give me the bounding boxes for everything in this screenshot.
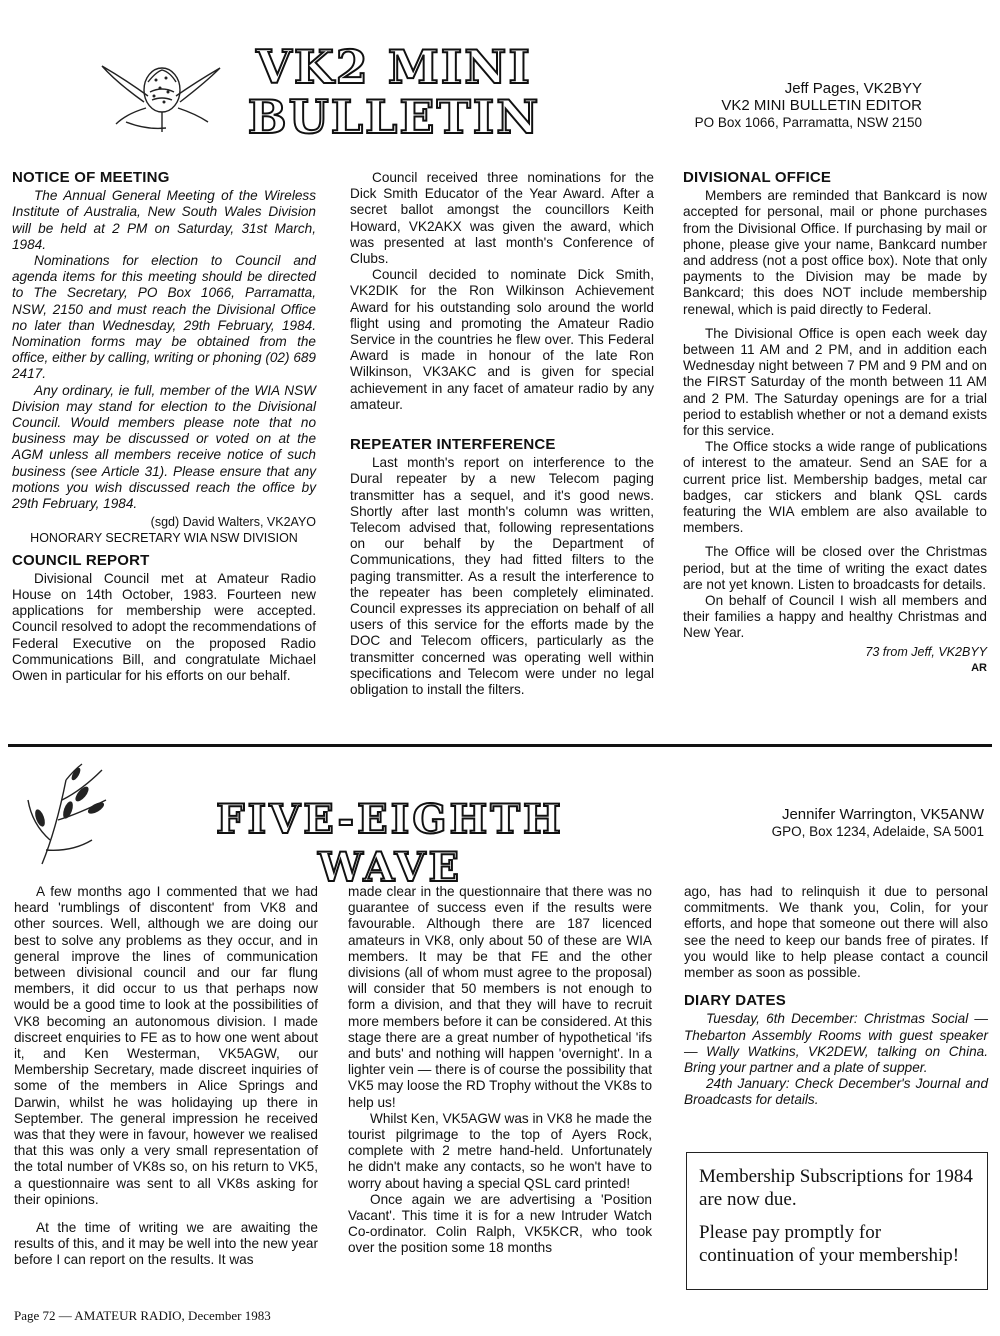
office-paragraph: The Office stocks a wide range of publications of interest to the amateur. Send an SAE for a current price list. Membership badges, metal car badges, car stickers and blank QSL cards featuring the WIA emblem are also available to members. xyxy=(683,439,987,536)
five-column-1 xyxy=(14,884,318,1269)
vk2-title-line1: VK2 MINI xyxy=(256,40,532,94)
vk2-column-3 xyxy=(683,170,987,676)
office-heading: DIVISIONAL OFFICE xyxy=(683,169,832,186)
five-editor-address: GPO, Box 1234, Adelaide, SA 5001 xyxy=(771,824,984,839)
notice-heading: NOTICE OF MEETING xyxy=(12,169,170,186)
five-paragraph: Whilst Ken, VK5AGW was in VK8 he made the tourist pilgrimage to the top of Ayers Rock, complete with 2 metre hand-held. Unfortunately he didn't make any contacts, so he won't have to worry about having a special QSL card printed! xyxy=(348,1110,652,1191)
vk2-editor-address: PO Box 1066, Parramatta, NSW 2150 xyxy=(694,115,922,130)
five-paragraph: made clear in the questionnaire that there was no guarantee of success even if the results were favourable. Although there are 187 licenced amateurs in VK8, only about 50 of these are WIA members. It may be that FE and the other divisions (all of whom must agree to the proposal) will consider that 50 members is not enough to form a division, and that they will have to recruit more members before it can be considered. At this stage there are a great number of hypothetical 'ifs and buts' and nothing will happen 'overnight'. In a lighter vein — there is of course the possibility that VK5 may loose the RD Trophy without the VK8s to help us! xyxy=(348,884,652,1110)
diary-entry: Tuesday, 6th December: Christmas Social — Thebarton Assembly Rooms with guest speaker — Wally Watkins, VK2DEW, talking on China. Bring your partner and a plate of supper. xyxy=(684,1011,988,1076)
vk2-title-line2: BULLETIN xyxy=(247,90,541,144)
office-paragraph: On behalf of Council I wish all members and their families a happy and healthy Christmas and New Year. xyxy=(683,593,987,641)
notice-signature-title: HONORARY SECRETARY WIA NSW DIVISION xyxy=(30,531,298,546)
vk2-editor-role: VK2 MINI BULLETIN EDITOR xyxy=(721,97,922,114)
five-column-2 xyxy=(348,884,652,1257)
office-paragraph: Members are reminded that Bankcard is now accepted for personal, mail or phone purchases from the Divisional Office. If purchasing by mail or phone, please give your name, Bankcard number and address (not a post office box). Note that only payments to the Division may be made by Bankcard; this does NOT include membership renewal, which is paid directly to Federal. xyxy=(683,188,987,317)
notice-paragraph: Any ordinary, ie full, member of the WIA NSW Division may stand for election to the Divisional Council. Would members please note that no business may be discussed or voted on at the AGM unless all members receive notice of such business (see Article 31). Please ensure that any motions you wish discussed reach the office by 29th February, 1984. xyxy=(12,382,316,512)
five-paragraph: At the time of writing we are awaiting the results of this, and it may be well into the new year before I can report on the results. It was xyxy=(14,1220,318,1268)
diary-heading: DIARY DATES xyxy=(684,992,786,1010)
membership-line-2: Please pay promptly for continuation of your membership! xyxy=(699,1222,960,1266)
five-eighth-title: FIVE-EIGHTH WAVE xyxy=(216,796,564,891)
section-divider xyxy=(8,744,992,747)
vk2-byline xyxy=(600,80,922,131)
five-paragraph: ago, has had to relinquish it due to personal commitments. We thank you, Colin, for your efforts, and hope that someone out there will also see the need to keep our bands free of pirates. If you would like to help please contact a council member as soon as possible. xyxy=(684,884,988,981)
repeater-heading: REPEATER INTERFERENCE xyxy=(350,436,556,454)
vk2-column-1 xyxy=(12,170,316,684)
council-paragraph: Divisional Council met at Amateur Radio House on 14th October, 1983. Fourteen new applications for membership were accepted. Council resolved to adopt the recommendations of Federal Executive on the proposed Radio Communications Bill, and congratulate Michael Owen in particular for his efforts on our behalf. xyxy=(12,570,316,684)
membership-notice-box xyxy=(686,1152,988,1290)
vk2-column-2 xyxy=(350,170,654,698)
diary-entry: 24th January: Check December's Journal and Broadcasts for details. xyxy=(684,1076,988,1108)
office-paragraph: The Divisional Office is open each week day between 11 AM and 2 PM, and in addition each Wednesday night between 7 PM and 9 PM and on the FIRST Saturday of the month between 11 AM and 2 PM. The Saturday openings are for a trial period to establish whether or not a demand exists for this service. xyxy=(683,325,987,439)
notice-paragraph: The Annual General Meeting of the Wireless Institute of Australia, New South Wales Division will be held at 2 PM on Saturday, 31st March, 1984. xyxy=(12,188,316,252)
repeater-paragraph: Last month's report on interference to the Dural repeater by a new Telecom paging transmitter has a sequel, and it's good news. Shortly after last month's column was written, Telecom advised that, following representations on our behalf by the Department of Communications, they had fitted filters to the paging transmitter. As a result the interference to the repeater has been completely eliminated. Council expresses its appreciation on behalf of all users of this service for the efforts made by the DOC and Telecom officers, particularly as the transmitter concerned was operating well within specifications and Telecom were under no legal obligation to install the filters. xyxy=(350,455,654,698)
vk2-editor-name: Jeff Pages, VK2BYY xyxy=(784,80,922,97)
five-editor-name: Jennifer Warrington, VK5ANW xyxy=(781,806,984,823)
col2-paragraph: Council received three nominations for the Dick Smith Educator of the Year Award. After a secret ballot amongst the councillors Keith Howard, VK2AKX was given the award, which was presented at last month's Conference of Clubs. xyxy=(350,170,654,267)
five-column-3 xyxy=(684,884,988,1109)
five-byline xyxy=(640,806,984,840)
five-paragraph: Once again we are advertising a 'Position Vacant'. This time it is for a new Intruder Watch Co-ordinator. Colin Ralph, VK5KCR, who took over the position some 18 months xyxy=(348,1191,652,1256)
kangaroo-paw-illustration xyxy=(22,760,122,870)
col2-paragraph: Council decided to nominate Dick Smith, VK2DIK for the Ron Wilkinson Achievement Award for his outstanding solo around the world flight using and promoting the Amateur Radio Service in the countries he flew over. This Federal Award is made in honour of the late Ron Wilkinson, VK3AKC and is given for special achievement in any facet of amateur radio by any amateur. xyxy=(350,267,654,412)
office-signoff: 73 from Jeff, VK2BYY xyxy=(865,644,987,659)
end-mark: AR xyxy=(971,661,987,674)
five-paragraph: A few months ago I commented that we had heard 'rumblings of discontent' from VK8 and other sources. Well, although we are doing our best to solve any problems as they occur, and in general improve the lines of communication between divisional council and our far flung members, it did occur to us that perhaps now would be a good time to look at the possibilities of VK8 becoming an autonomous division. I made discreet enquiries to FE as to how one went about it, and Ken Westerman, VK5AGW, our Membership Secretary, made discreet inquiries of some of the members in Alice Springs and Darwin, whilst he was holidaying up there in September. The general impression he received was that they were in favour, however we realised that this was only a very small representation of the total number of VK8s so, on his return to VK5, a questionnaire was sent to all VK8s asking for their opinions. xyxy=(14,884,318,1207)
council-heading: COUNCIL REPORT xyxy=(12,551,150,569)
waratah-flower-illustration xyxy=(96,52,226,137)
office-paragraph: The Office will be closed over the Christmas period, but at the time of writing the exact dates are not yet known. Listen to broadcasts for details. xyxy=(683,544,987,592)
notice-paragraph: Nominations for election to Council and agenda items for this meeting should be directed to The Secretary, PO Box 1066, Parramatta, NSW, 2150 and must reach the Divisional Office no later than Wednesday, 29th February, 1984. Nomination forms may be obtained from the office, either by calling, writing or phoning (02) 689 2417. xyxy=(12,253,316,382)
notice-signature: (sgd) David Walters, VK2AYO xyxy=(150,515,316,530)
page-footer: Page 72 — AMATEUR RADIO, December 1983 xyxy=(14,1308,271,1323)
membership-line-1: Membership Subscriptions for 1984 are now due. xyxy=(699,1166,973,1210)
